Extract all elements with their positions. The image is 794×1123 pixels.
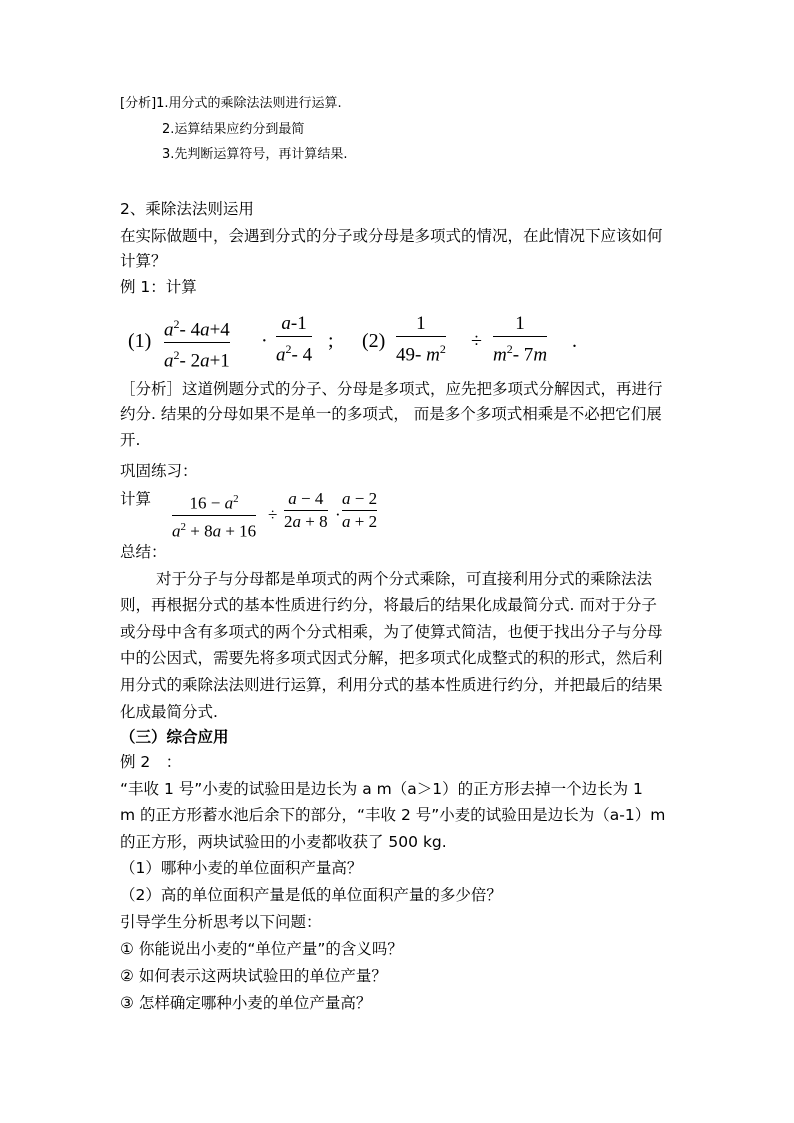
guide-item-2: ② 如何表示这两块试验田的单位产量？ <box>120 967 387 985</box>
example2-line1: “丰收 1 号”小麦的试验田是边长为 a m（a＞1）的正方形去掉一个边长为 1 <box>120 780 643 798</box>
example2-line3: 的正方形，两块试验田的小麦都收获了 500 kg. <box>120 833 447 851</box>
practice-multiply-dot: · <box>335 505 341 524</box>
fraction-3-numerator: 1 <box>416 313 426 334</box>
summary-line4: 中的公因式，需要先将多项式因式分解，把多项式化成整式的积的形式，然后利 <box>120 649 663 667</box>
practice-fraction-2-denominator: 2a + 8 <box>284 512 328 531</box>
fraction-3-denominator: 49- $m^2$ <box>396 342 446 366</box>
practice-fraction-1 <box>172 489 256 541</box>
practice-fraction-2-numerator: a − 4 <box>288 489 324 508</box>
analysis2-line1: ［分析］这道例题分式的分子、分母是多项式，应先把多项式分解因式，再进行 <box>120 380 663 398</box>
formula-end: . <box>572 330 577 352</box>
analysis2-line2: 约分. 结果的分母如果不是单一的多项式， 而是多个多项式相乘是不必把它们展 <box>120 405 662 423</box>
part1-label: (1) <box>128 330 152 352</box>
analysis2-line3: 开. <box>120 431 141 449</box>
example2-guide: 引导学生分析思考以下问题： <box>120 913 322 931</box>
practice-fraction-2 <box>284 489 328 532</box>
fraction-4-denominator: $m^2-$ 7m <box>493 342 548 366</box>
practice-fraction-3 <box>342 489 377 532</box>
fraction-4-numerator: 1 <box>515 313 525 334</box>
section2-title: 2、乘除法法则运用 <box>120 200 254 218</box>
fraction-bar <box>342 510 377 511</box>
summary-line5: 用分式的乘除法法则进行运算，利用分式的基本性质进行约分，并把最后的结果 <box>120 676 663 694</box>
separator: ; <box>328 330 334 352</box>
guide-item-3: ③ 怎样确定哪种小麦的单位产量高？ <box>120 994 372 1012</box>
fraction-1 <box>164 313 230 373</box>
section3-title: （三）综合应用 <box>120 728 229 746</box>
example1-label: 例 1：计算 <box>120 278 197 296</box>
section2-intro-line2: 计算？ <box>120 252 167 270</box>
guide-item-1: ① 你能说出小麦的“单位产量”的含义吗？ <box>120 940 403 958</box>
part2-label: (2) <box>362 330 386 352</box>
section2-intro-line1: 在实际做题中，会遇到分式的分子或分母是多项式的情况，在此情况下应该如何 <box>120 227 663 245</box>
fraction-bar <box>396 336 446 337</box>
example2-question2: （2）高的单位面积产量是低的单位面积产量的多少倍？ <box>120 886 502 904</box>
summary-title: 总结： <box>120 543 167 561</box>
example2-question1: （1）哪种小麦的单位面积产量高？ <box>120 859 363 877</box>
analysis1-line3: 3.先判断运算符号，再计算结果. <box>162 147 348 162</box>
fraction-2-numerator: a-1 <box>281 313 307 334</box>
practice-title: 巩固练习： <box>120 462 198 480</box>
analysis1-line1: [分析]1.用分式的乘除法法则进行运算. <box>120 96 342 111</box>
fraction-bar <box>493 336 547 337</box>
practice-fraction-3-numerator: a − 2 <box>342 489 378 508</box>
fraction-bar <box>284 510 328 511</box>
practice-fraction-1-numerator: $16 - a^2$ <box>189 493 239 513</box>
fraction-bar <box>164 342 230 343</box>
fraction-1-numerator: $a^2-$ 4a+4 <box>164 317 230 341</box>
summary-line6: 化成最简分式. <box>120 703 218 721</box>
fraction-3 <box>396 313 446 366</box>
multiply-dot: · <box>261 330 268 352</box>
practice-fraction-1-denominator: $a^2 + 8a + 16$ <box>172 520 257 541</box>
practice-calc-label: 计算 <box>120 490 152 508</box>
fraction-bar <box>172 515 256 516</box>
fraction-1-denominator: $a^2-$ 2a+1 <box>164 348 230 372</box>
practice-divide-sign: ÷ <box>268 505 278 524</box>
summary-line2: 则，再根据分式的基本性质进行约分，将最后的结果化成最简分式. 而对于分子 <box>120 596 657 614</box>
fraction-2-denominator: $a^2-$ 4 <box>276 342 313 366</box>
fraction-2 <box>276 313 312 366</box>
fraction-4 <box>493 313 547 366</box>
divide-sign: ÷ <box>471 330 482 352</box>
fraction-bar <box>276 336 312 337</box>
summary-line1: 对于分子与分母都是单项式的两个分式乘除，可直接利用分式的乘除法法 <box>156 570 653 588</box>
summary-line3: 或分母中含有多项式的两个分式相乘，为了使算式简洁，也便于找出分子与分母 <box>120 623 663 641</box>
practice-fraction-3-denominator: a + 2 <box>342 512 378 531</box>
analysis1-line2: 2.运算结果应约分到最简 <box>162 122 305 137</box>
example2-label: 例 2 ： <box>120 753 182 771</box>
example2-line2: m 的正方形蓄水池后余下的部分，“丰收 2 号”小麦的试验田是边长为（a-1）m <box>120 806 666 824</box>
